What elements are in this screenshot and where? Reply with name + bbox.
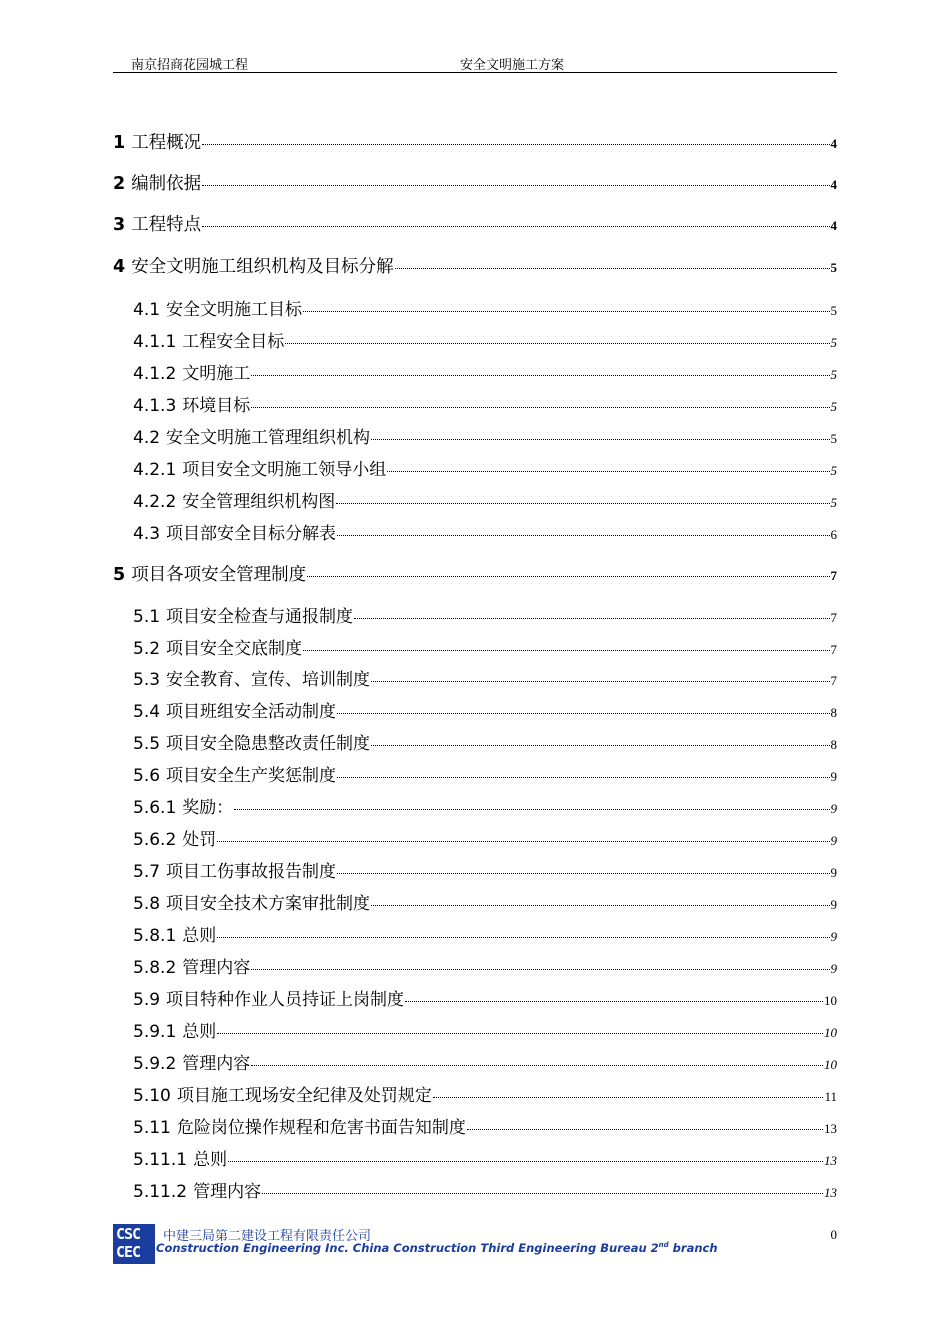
toc-entry-title: 项目各项安全管理制度 (131, 565, 307, 585)
toc-entry-label (133, 729, 370, 754)
toc-entry-number: 5.6.2 (133, 830, 177, 850)
toc-entry-page: 5 (830, 463, 837, 478)
toc-entry-number: 5.9.1 (133, 1022, 177, 1042)
company-name-en (156, 1241, 718, 1255)
toc-entry-label (133, 391, 250, 416)
toc-dot-leader (251, 374, 829, 376)
toc-entry-page: 5 (830, 335, 837, 350)
toc-entry-label (133, 761, 336, 786)
toc-entry-title: 管理内容 (182, 1054, 251, 1074)
toc-entry-title: 项目安全技术方案审批制度 (166, 894, 371, 914)
toc-entry-label (133, 327, 284, 352)
toc-entry-title: 项目安全文明施工领导小组 (182, 460, 387, 480)
page-number: 0 (830, 1227, 837, 1242)
toc-entry-page: 9 (830, 897, 837, 912)
toc-entry-title: 处罚 (182, 830, 217, 850)
toc-entry-page: 10 (824, 993, 837, 1008)
toc-entry-title: 危险岗位操作规程和危害书面告知制度 (176, 1118, 466, 1138)
toc-entry-title: 项目安全检查与通报制度 (166, 607, 354, 627)
toc-entry-label (133, 455, 386, 480)
toc-entry-label (133, 953, 250, 978)
toc-entry-label (133, 423, 370, 448)
toc-entry-number: 5.8.1 (133, 926, 177, 946)
toc-entry-page: 5 (830, 431, 837, 446)
toc-entry-page: 9 (830, 769, 837, 784)
toc-dot-leader (337, 534, 829, 536)
toc-entry-number: 5 (113, 565, 126, 585)
toc-dot-leader (336, 502, 829, 504)
toc-entry[interactable] (113, 665, 837, 691)
toc-entry-number: 5.8 (133, 894, 161, 914)
header-project-name: 南京招商花园城工程 (131, 58, 249, 73)
toc-entry-label (133, 921, 216, 946)
toc-entry-title: 项目班组安全活动制度 (166, 702, 337, 722)
toc-entry-page: 13 (824, 1185, 837, 1200)
toc-dot-leader (251, 406, 829, 408)
toc-entry-page: 7 (830, 568, 837, 583)
toc-entry-title: 项目部安全目标分解表 (166, 524, 337, 544)
toc-dot-leader (285, 342, 829, 344)
toc-entry-page: 7 (830, 673, 837, 688)
toc-entry[interactable] (113, 211, 837, 237)
page-footer (113, 1222, 837, 1266)
logo-mark-bottom: CEC (116, 1243, 141, 1261)
toc-dot-leader (371, 438, 829, 440)
toc-entry-label (133, 793, 233, 818)
company-name-cn: 中建三局第二建设工程有限责任公司 (163, 1229, 372, 1244)
toc-entry-number: 4.2.2 (133, 492, 177, 512)
toc-entry-label (133, 1049, 250, 1074)
toc-entry-label (133, 1113, 466, 1138)
toc-entry-title: 项目安全隐患整改责任制度 (166, 734, 371, 754)
toc-entry-label (133, 359, 250, 384)
toc-entry[interactable] (113, 697, 837, 723)
toc-dot-leader (303, 649, 829, 651)
toc-dot-leader (337, 712, 829, 714)
toc-dot-leader (217, 840, 829, 842)
toc-entry-number: 5.2 (133, 639, 161, 659)
toc-entry[interactable] (113, 519, 837, 545)
toc-entry-label (133, 519, 336, 544)
toc-entry[interactable] (113, 1081, 837, 1107)
toc-entry[interactable] (113, 295, 837, 321)
toc-entry-number: 4.3 (133, 524, 161, 544)
toc-entry-number: 5.7 (133, 862, 161, 882)
toc-entry[interactable] (113, 889, 837, 915)
toc-dot-leader (371, 680, 829, 682)
toc-entry[interactable] (113, 129, 837, 155)
toc-entry-label (113, 211, 201, 236)
toc-dot-leader (371, 744, 829, 746)
toc-entry-number: 4.2 (133, 428, 161, 448)
toc-entry-number: 5.10 (133, 1086, 171, 1106)
toc-entry-title: 工程安全目标 (182, 332, 285, 352)
toc-entry[interactable] (113, 825, 837, 851)
toc-entry-title: 安全文明施工管理组织机构 (166, 428, 371, 448)
toc-entry-label (133, 985, 404, 1010)
toc-entry-label (133, 634, 302, 659)
toc-dot-leader (354, 617, 829, 619)
toc-entry-page: 10 (824, 1025, 837, 1040)
toc-entry-label (113, 561, 306, 586)
toc-dot-leader (262, 1192, 823, 1194)
toc-entry-page: 4 (830, 177, 837, 192)
toc-entry-label (133, 487, 335, 512)
toc-entry-number: 4.2.1 (133, 460, 177, 480)
toc-entry-page: 5 (830, 303, 837, 318)
toc-entry-number: 5.1 (133, 607, 161, 627)
toc-entry-title: 管理内容 (182, 958, 251, 978)
header-document-title: 安全文明施工方案 (460, 58, 565, 73)
toc-dot-leader (202, 225, 829, 227)
toc-entry-title: 文明施工 (182, 364, 251, 384)
toc-dot-leader (337, 872, 829, 874)
toc-entry[interactable] (113, 634, 837, 660)
toc-entry[interactable] (113, 953, 837, 979)
toc-entry[interactable] (113, 561, 837, 587)
page-header (113, 52, 837, 73)
toc-dot-leader (202, 184, 829, 186)
toc-entry[interactable] (113, 391, 837, 417)
toc-entry-number: 2 (113, 174, 126, 194)
toc-entry-page: 13 (824, 1121, 837, 1136)
toc-entry-label (133, 665, 370, 690)
toc-entry[interactable] (113, 1113, 837, 1139)
toc-entry-page: 10 (824, 1057, 837, 1072)
toc-entry-title: 项目安全生产奖惩制度 (166, 766, 337, 786)
toc-entry-title: 总则 (182, 926, 217, 946)
toc-entry-number: 5.4 (133, 702, 161, 722)
toc-entry-label (133, 1177, 261, 1202)
toc-entry[interactable] (113, 455, 837, 481)
toc-entry-title: 安全管理组织机构图 (182, 492, 336, 512)
toc-entry-number: 5.6 (133, 766, 161, 786)
toc-entry[interactable] (113, 761, 837, 787)
toc-entry-label (113, 129, 201, 154)
toc-entry-title: 工程概况 (131, 133, 202, 153)
toc-entry-title: 项目施工现场安全纪律及处罚规定 (176, 1086, 432, 1106)
toc-dot-leader (387, 470, 829, 472)
toc-entry-label (133, 857, 336, 882)
toc-dot-leader (405, 1000, 823, 1002)
toc-entry-number: 5.8.2 (133, 958, 177, 978)
toc-entry-page: 7 (830, 610, 837, 625)
toc-entry-label (113, 253, 394, 278)
toc-entry-title: 安全文明施工组织机构及目标分解 (131, 257, 394, 277)
toc-entry-number: 4.1.3 (133, 396, 177, 416)
toc-entry-label (133, 602, 353, 627)
toc-entry-number: 5.3 (133, 670, 161, 690)
toc-dot-leader (395, 267, 830, 269)
toc-entry-title: 安全文明施工目标 (166, 300, 303, 320)
toc-entry[interactable] (113, 1145, 837, 1171)
toc-entry-page: 9 (830, 961, 837, 976)
toc-dot-leader (217, 936, 829, 938)
toc-entry-label (113, 170, 201, 195)
toc-entry[interactable] (113, 921, 837, 947)
toc-entry-label (133, 889, 370, 914)
toc-entry-title: 项目工伤事故报告制度 (166, 862, 337, 882)
company-name-en-main: Construction Engineering Inc. China Construction Third Engineering Bureau 2 (156, 1241, 659, 1255)
toc-entry[interactable] (113, 985, 837, 1011)
toc-entry-title: 项目安全交底制度 (166, 639, 303, 659)
toc-entry-title: 环境目标 (182, 396, 251, 416)
toc-dot-leader (337, 776, 829, 778)
toc-dot-leader (251, 968, 829, 970)
toc-entry-title: 奖励： (182, 798, 234, 818)
toc-dot-leader (433, 1096, 824, 1098)
toc-entry-page: 11 (824, 1089, 837, 1104)
toc-entry[interactable] (113, 170, 837, 196)
toc-entry-number: 4 (113, 257, 126, 277)
company-name-en-tail: branch (668, 1241, 718, 1255)
toc-entry-label (133, 295, 302, 320)
toc-entry-page: 13 (824, 1153, 837, 1168)
toc-dot-leader (303, 310, 829, 312)
toc-entry[interactable] (113, 793, 837, 819)
toc-dot-leader (467, 1128, 823, 1130)
toc-entry-number: 3 (113, 215, 126, 235)
toc-entry-number: 5.11.1 (133, 1150, 188, 1170)
toc-dot-leader (202, 143, 829, 145)
toc-entry-page: 5 (830, 495, 837, 510)
toc-entry-number: 4.1.1 (133, 332, 177, 352)
toc-entry-number: 5.5 (133, 734, 161, 754)
toc-entry[interactable] (113, 1049, 837, 1075)
toc-entry-page: 6 (830, 527, 837, 542)
toc-entry-number: 4.1 (133, 300, 161, 320)
toc-entry-number: 5.9 (133, 990, 161, 1010)
toc-entry-label (133, 825, 216, 850)
toc-entry-number: 5.11 (133, 1118, 171, 1138)
toc-entry-title: 项目特种作业人员持证上岗制度 (166, 990, 405, 1010)
toc-entry-number: 1 (113, 133, 126, 153)
toc-entry-page: 4 (830, 218, 837, 233)
toc-entry-page: 9 (830, 929, 837, 944)
toc-entry-title: 安全教育、宣传、培训制度 (166, 670, 371, 690)
toc-entry[interactable] (113, 359, 837, 385)
toc-entry-page: 5 (830, 260, 837, 275)
toc-entry-number: 4.1.2 (133, 364, 177, 384)
toc-entry-label (133, 1017, 216, 1042)
toc-dot-leader (217, 1032, 823, 1034)
toc-entry-label (133, 1081, 432, 1106)
company-name-en-sup: nd (658, 1241, 669, 1250)
toc-dot-leader (371, 904, 829, 906)
toc-dot-leader (228, 1160, 823, 1162)
toc-entry-page: 8 (830, 737, 837, 752)
company-logo (113, 1224, 155, 1264)
toc-dot-leader (307, 575, 829, 577)
toc-dot-leader (234, 808, 829, 810)
toc-entry-title: 工程特点 (131, 215, 202, 235)
toc-entry-title: 管理内容 (193, 1182, 262, 1202)
toc-entry-page: 9 (830, 833, 837, 848)
toc-entry[interactable] (113, 602, 837, 628)
toc-entry-page: 4 (830, 136, 837, 151)
toc-entry[interactable] (113, 857, 837, 883)
toc-entry-page: 7 (830, 642, 837, 657)
toc-entry[interactable] (113, 487, 837, 513)
toc-entry[interactable] (113, 1177, 837, 1203)
toc-entry-title: 编制依据 (131, 174, 202, 194)
toc-dot-leader (251, 1064, 823, 1066)
toc-entry[interactable] (113, 253, 837, 279)
toc-entry-number: 5.11.2 (133, 1182, 188, 1202)
toc-entry-title: 总则 (193, 1150, 228, 1170)
toc-entry-page: 9 (830, 865, 837, 880)
toc-entry-page: 5 (830, 367, 837, 382)
toc-entry-label (133, 697, 336, 722)
toc-entry[interactable] (113, 327, 837, 353)
logo-mark-top: CSC (116, 1225, 141, 1243)
toc-entry[interactable] (113, 1017, 837, 1043)
toc-entry[interactable] (113, 729, 837, 755)
toc-entry-number: 5.6.1 (133, 798, 177, 818)
toc-entry-number: 5.9.2 (133, 1054, 177, 1074)
toc-entry[interactable] (113, 423, 837, 449)
toc-entry-label (133, 1145, 227, 1170)
toc-entry-title: 总则 (182, 1022, 217, 1042)
toc-entry-page: 8 (830, 705, 837, 720)
toc-entry-page: 5 (830, 399, 837, 414)
toc-entry-page: 9 (830, 801, 837, 816)
